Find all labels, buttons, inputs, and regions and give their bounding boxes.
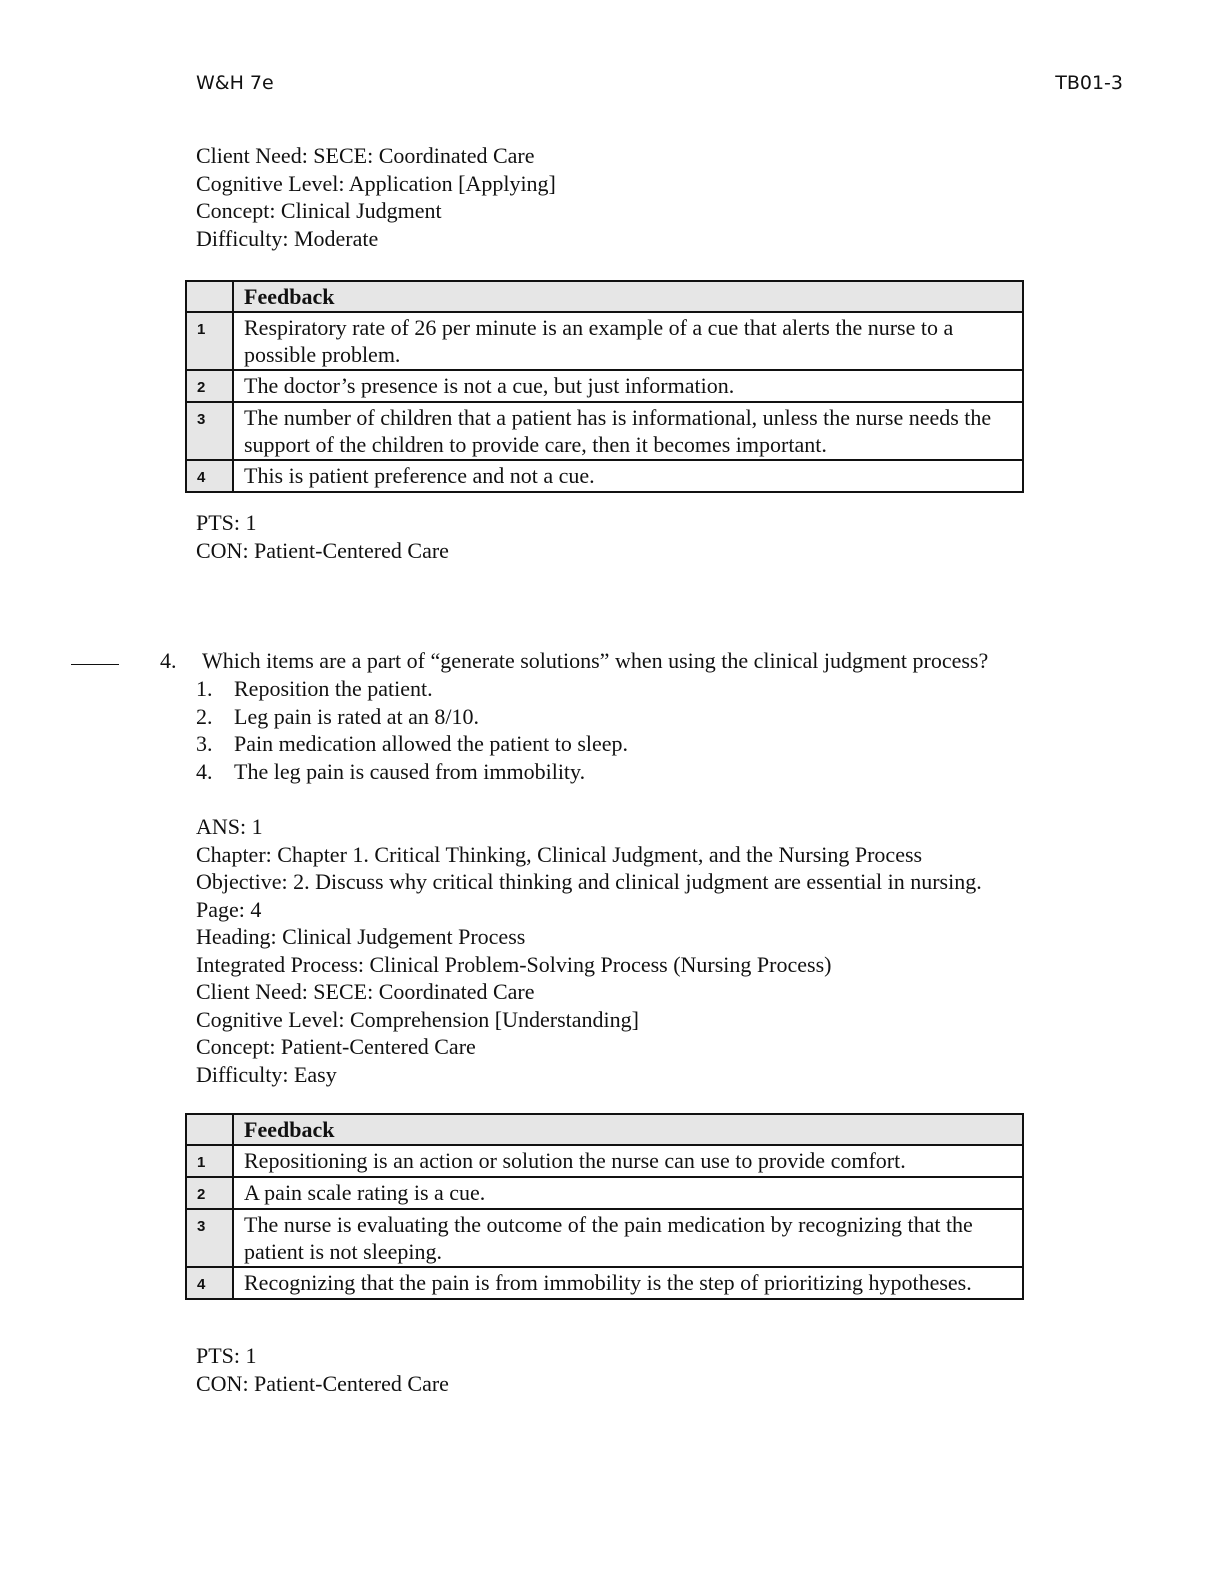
answer-option	[196, 675, 628, 703]
feedback-row-number: 3	[186, 1209, 233, 1267]
feedback-row-number: 4	[186, 460, 233, 492]
feedback-row-text: The doctor’s presence is not a cue, but just information.	[233, 370, 1023, 402]
feedback-row-text: A pain scale rating is a cue.	[233, 1177, 1023, 1209]
q4-metadata	[196, 813, 982, 1088]
meta-client-need: Client Need: SECE: Coordinated Care	[196, 979, 535, 1004]
feedback-row-number: 2	[186, 1177, 233, 1209]
pts-line: PTS: 1	[196, 510, 257, 535]
question-text: Which items are a part of “generate solutions” when using the clinical judgment process?	[202, 648, 989, 673]
feedback-header-row	[186, 281, 1023, 312]
option-number: 3.	[196, 731, 213, 756]
answer-option	[196, 758, 628, 786]
feedback-row-number: 1	[186, 1145, 233, 1177]
q3-points	[196, 509, 449, 564]
option-number: 1.	[196, 676, 213, 701]
feedback-row	[186, 1209, 1023, 1267]
feedback-row-number: 1	[186, 312, 233, 370]
con-line: CON: Patient-Centered Care	[196, 1370, 449, 1396]
feedback-row-number: 2	[186, 370, 233, 402]
feedback-row-number: 3	[186, 402, 233, 460]
feedback-row-text: The nurse is evaluating the outcome of the pain medication by recognizing that the patient is not sleeping.	[233, 1209, 1023, 1267]
feedback-header: Feedback	[233, 1114, 1023, 1145]
feedback-header-row	[186, 1114, 1023, 1145]
feedback-row-text: Recognizing that the pain is from immobility is the step of prioritizing hypotheses.	[233, 1267, 1023, 1299]
question-number: 4.	[160, 648, 177, 673]
option-text: Pain medication allowed the patient to sleep.	[234, 731, 629, 756]
feedback-row	[186, 1177, 1023, 1209]
meta-chapter: Chapter: Chapter 1. Critical Thinking, Clinical Judgment, and the Nursing Process	[196, 841, 923, 867]
feedback-header-blank	[186, 281, 233, 312]
answer-option	[196, 703, 628, 731]
option-text: The leg pain is caused from immobility.	[234, 758, 586, 784]
meta-page: Page: 4	[196, 896, 262, 922]
answer-options	[196, 675, 628, 785]
feedback-row-text: This is patient preference and not a cue.	[233, 460, 1023, 492]
option-text: Reposition the patient.	[234, 676, 433, 701]
feedback-row-text: Respiratory rate of 26 per minute is an example of a cue that alerts the nurse to a possible problem.	[233, 312, 1023, 370]
meta-concept: Concept: Patient-Centered Care	[196, 1034, 476, 1059]
q3-metadata	[196, 142, 556, 252]
feedback-header-blank	[186, 1114, 233, 1145]
feedback-row	[186, 1145, 1023, 1177]
feedback-row-text: The number of children that a patient has is informational, unless the nurse needs the support of the children to provide care, then it becomes important.	[233, 402, 1023, 460]
meta-difficulty: Difficulty: Easy	[196, 1061, 337, 1087]
running-header-left: W&H 7e	[196, 72, 274, 94]
meta-cognitive-level: Cognitive Level: Application [Applying]	[196, 170, 556, 196]
running-header-right: TB01-3	[1055, 72, 1123, 94]
meta-heading: Heading: Clinical Judgement Process	[196, 924, 526, 949]
meta-concept: Concept: Clinical Judgment	[196, 198, 442, 223]
feedback-row	[186, 460, 1023, 492]
feedback-row-number: 4	[186, 1267, 233, 1299]
meta-difficulty: Difficulty: Moderate	[196, 225, 379, 251]
pts-line: PTS: 1	[196, 1343, 257, 1368]
option-text: Leg pain is rated at an 8/10.	[234, 703, 479, 729]
con-line: CON: Patient-Centered Care	[196, 537, 449, 563]
q4-points	[196, 1342, 449, 1397]
feedback-row	[186, 402, 1023, 460]
feedback-row	[186, 312, 1023, 370]
answer-blank[interactable]	[71, 664, 119, 665]
q3-feedback-table	[185, 280, 1024, 493]
feedback-row	[186, 370, 1023, 402]
q4-feedback-table	[185, 1113, 1024, 1300]
option-number: 4.	[196, 758, 213, 784]
meta-integrated-process: Integrated Process: Clinical Problem-Solving Process (Nursing Process)	[196, 951, 832, 977]
answer-option	[196, 730, 628, 758]
feedback-row	[186, 1267, 1023, 1299]
meta-cognitive-level: Cognitive Level: Comprehension [Understanding]	[196, 1006, 639, 1032]
option-number: 2.	[196, 703, 213, 729]
meta-client-need: Client Need: SECE: Coordinated Care	[196, 143, 535, 168]
feedback-row-text: Repositioning is an action or solution the nurse can use to provide comfort.	[233, 1145, 1023, 1177]
meta-objective: Objective: 2. Discuss why critical thinking and clinical judgment are essential in nursing.	[196, 869, 982, 894]
feedback-header: Feedback	[233, 281, 1023, 312]
meta-answer: ANS: 1	[196, 814, 263, 839]
